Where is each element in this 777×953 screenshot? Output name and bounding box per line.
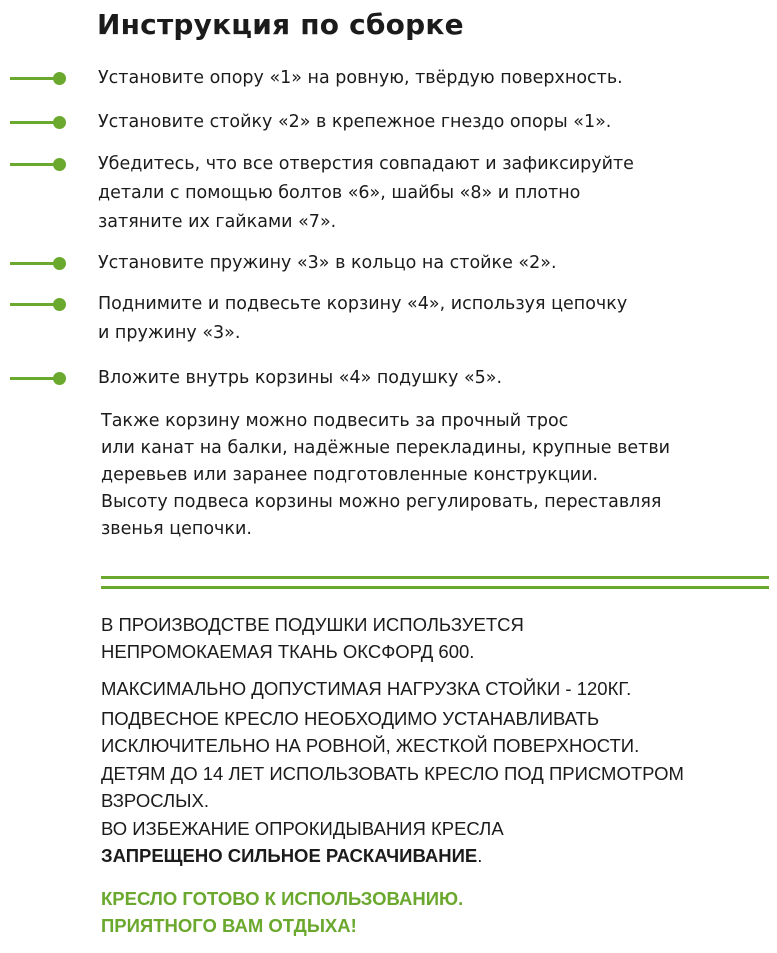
- bullet-icon: [10, 262, 62, 265]
- warning-line: МАКСИМАЛЬНО ДОПУСТИМАЯ НАГРУЗКА СТОЙКИ - 120КГ.: [101, 678, 632, 699]
- step-text: Установите опору «1» на ровную, твёрдую поверхность.: [98, 68, 623, 88]
- bullet-icon: [10, 163, 62, 166]
- note-line: или канат на балки, надёжные перекладины, крупные ветви: [101, 438, 671, 458]
- warning-surface: [101, 705, 639, 759]
- warning-line: ВО ИЗБЕЖАНИЕ ОПРОКИДЫВАНИЯ КРЕСЛА: [101, 818, 504, 839]
- divider: [101, 576, 769, 579]
- bullet-icon: [10, 77, 62, 80]
- warning-line: [101, 842, 504, 869]
- divider: [101, 586, 769, 589]
- bullet-icon: [10, 121, 62, 124]
- step-text: Установите стойку «2» в крепежное гнездо опоры «1».: [98, 112, 612, 132]
- hanging-note: [101, 408, 670, 543]
- closing-line: ПРИЯТНОГО ВАМ ОТДЫХА!: [101, 915, 357, 936]
- warning-swinging: [101, 815, 504, 869]
- note-line: деревьев или заранее подготовленные конструкции.: [101, 465, 599, 485]
- step-text: Поднимите и подвесьте корзину «4», используя цепочку: [98, 294, 628, 314]
- warning-fabric: [101, 611, 524, 665]
- warning-line: ИСКЛЮЧИТЕЛЬНО НА РОВНОЙ, ЖЕСТКОЙ ПОВЕРХНОСТИ.: [101, 735, 640, 756]
- note-line: звенья цепочки.: [101, 519, 252, 539]
- warning-line: ДЕТЯМ ДО 14 ЛЕТ ИСПОЛЬЗОВАТЬ КРЕСЛО ПОД ПРИСМОТРОМ: [101, 763, 684, 784]
- warning-children: [101, 760, 684, 814]
- step-text: Убедитесь, что все отверстия совпадают и зафиксируйте: [98, 154, 634, 174]
- closing-message: [101, 885, 463, 939]
- step-text: и пружину «3».: [98, 323, 241, 343]
- closing-line: КРЕСЛО ГОТОВО К ИСПОЛЬЗОВАНИЮ.: [101, 888, 464, 909]
- bullet-icon: [10, 377, 62, 380]
- step-text: Вложите внутрь корзины «4» подушку «5».: [98, 368, 503, 388]
- step-text: детали с помощью болтов «6», шайбы «8» и плотно: [98, 183, 581, 203]
- warning-line: ВЗРОСЛЫХ.: [101, 790, 209, 811]
- warning-line: НЕПРОМОКАЕМАЯ ТКАНЬ ОКСФОРД 600.: [101, 641, 475, 662]
- note-line: Высоту подвеса корзины можно регулировать, переставляя: [101, 492, 662, 512]
- warning-punctuation: .: [477, 845, 483, 866]
- warning-line: В ПРОИЗВОДСТВЕ ПОДУШКИ ИСПОЛЬЗУЕТСЯ: [101, 614, 524, 635]
- warning-load: [101, 675, 631, 702]
- step-text: затяните их гайками «7».: [98, 212, 337, 232]
- warning-line: ПОДВЕСНОЕ КРЕСЛО НЕОБХОДИМО УСТАНАВЛИВАТЬ: [101, 708, 600, 729]
- bullet-icon: [10, 303, 62, 306]
- page-title: Инструкция по сборке: [97, 8, 464, 41]
- warning-emphasis: ЗАПРЕЩЕНО СИЛЬНОЕ РАСКАЧИВАНИЕ: [101, 845, 478, 866]
- note-line: Также корзину можно подвесить за прочный трос: [101, 411, 569, 431]
- step-text: Установите пружину «3» в кольцо на стойке «2».: [98, 253, 557, 273]
